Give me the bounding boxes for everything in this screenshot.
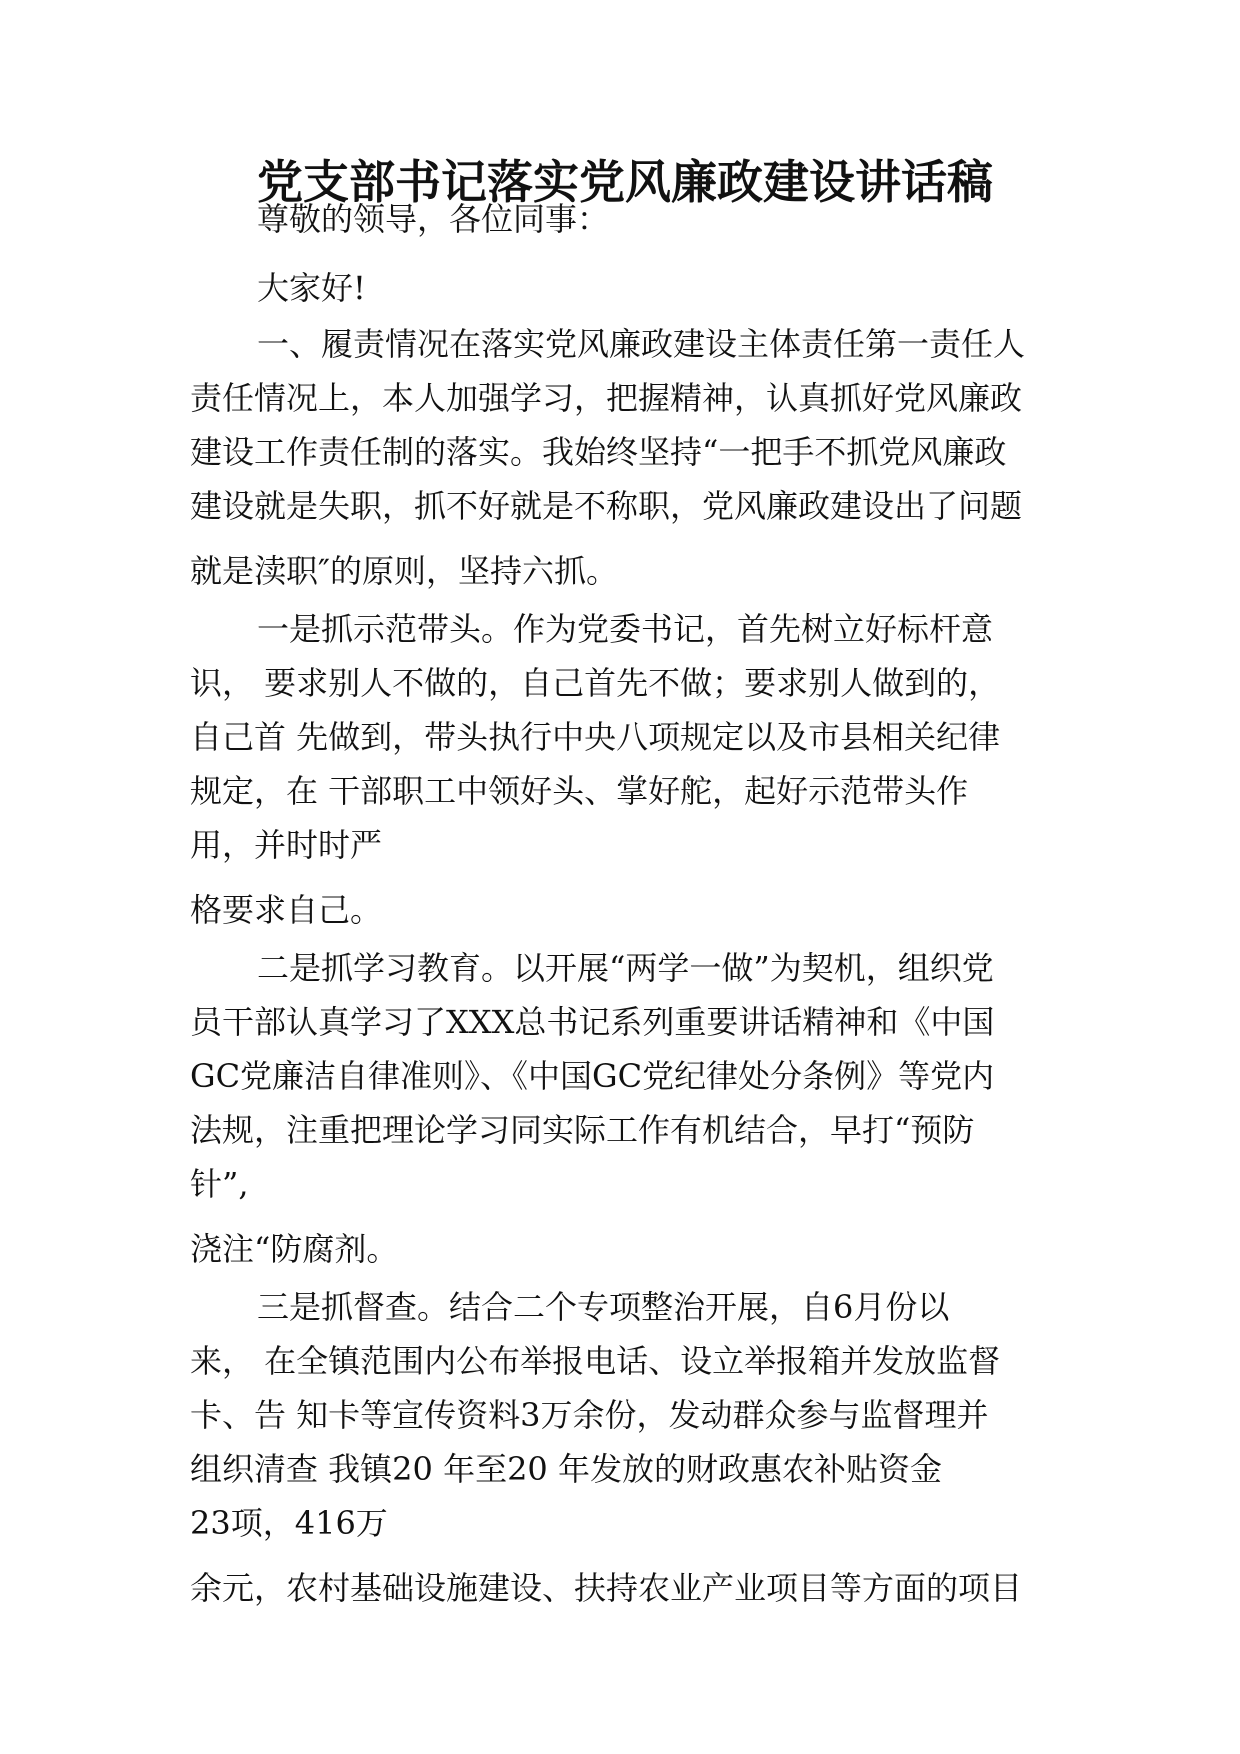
- paragraph-2-line-1: 一是抓示范带头。作为党委书记，首先树立好标杆意: [257, 610, 994, 648]
- paragraph-2-line-6: 格要求自己。: [190, 891, 383, 929]
- paragraph-1-line-4: 建设就是失职，抓不好就是不称职，党风廉政建设出了问题: [190, 487, 1023, 525]
- paragraph-1-line-1: 一、履责情况在落实党风廉政建设主体责任第一责任人: [257, 325, 1026, 363]
- paragraph-1-line-5: 就是渎职″的原则，坚持六抓。: [190, 552, 618, 590]
- paragraph-2-line-2: 识， 要求别人不做的，自己首先不做；要求别人做到的，: [190, 664, 1001, 702]
- paragraph-1-line-3: 建设工作责任制的落实。我始终坚持“一把手不抓党风廉政: [190, 433, 1007, 471]
- paragraph-4-line-6: 余元，农村基础设施建设、扶持农业产业项目等方面的项目: [190, 1569, 1023, 1607]
- paragraph-3-line-4: 法规，注重把理论学习同实际工作有机结合，早打“预防: [190, 1111, 975, 1149]
- paragraph-3-line-1: 二是抓学习教育。以开展“两学一做”为契机，组织党: [257, 949, 994, 987]
- paragraph-1-line-2: 责任情况上，本人加强学习，把握精神，认真抓好党风廉政: [190, 379, 1023, 417]
- paragraph-2-line-4: 规定，在 干部职工中领好头、掌好舵，起好示范带头作: [190, 772, 969, 810]
- greeting-line: 尊敬的领导，各位同事：: [257, 200, 610, 238]
- paragraph-3-line-2: 员干部认真学习了XXX总书记系列重要讲话精神和《中国: [190, 1003, 995, 1041]
- document-title: 党支部书记落实党风廉政建设讲话稿: [257, 155, 993, 209]
- paragraph-3-line-5: 针”,: [190, 1165, 249, 1203]
- paragraph-3-line-3: GC党廉洁自律准则》、《中国GC党纪律处分条例》等党内: [190, 1057, 995, 1095]
- paragraph-4-line-4: 组织清查 我镇20 年至20 年发放的财政惠农补贴资金: [190, 1450, 942, 1488]
- paragraph-4-line-2: 来， 在全镇范围内公布举报电话、设立举报箱并发放监督: [190, 1342, 1001, 1380]
- paragraph-4-line-5: 23项，416万: [190, 1504, 388, 1542]
- hello-line: 大家好!: [257, 269, 366, 307]
- paragraph-2-line-5: 用，并时时严: [190, 826, 383, 864]
- paragraph-4-line-1: 三是抓督查。结合二个专项整治开展，自6月份以: [257, 1288, 950, 1326]
- paragraph-3-line-6: 浇注“防腐剂。: [190, 1230, 399, 1268]
- paragraph-2-line-3: 自己首 先做到，带头执行中央八项规定以及市县相关纪律: [190, 718, 1001, 756]
- paragraph-4-line-3: 卡、告 知卡等宣传资料3万余份，发动群众参与监督理并: [190, 1396, 989, 1434]
